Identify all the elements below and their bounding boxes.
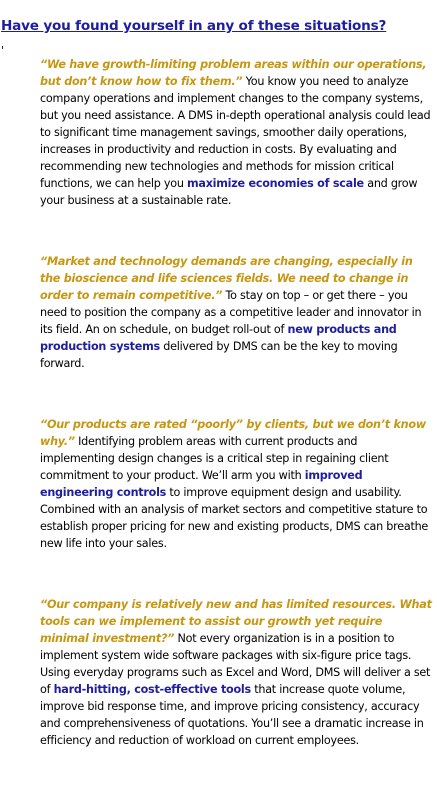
situations-list (40, 56, 434, 793)
situation-block (40, 56, 434, 209)
situation-quote: “We have growth-limiting problem areas within our operations, but don’t know how to fix them.” (40, 58, 427, 88)
situation-text: Identifying problem areas with current products and implementing design changes is a critical step in regaining client commitment to your product. We’ll arm you with (40, 435, 389, 482)
situation-text-end: delivered by DMS can be the key to moving forward. (40, 340, 398, 370)
situation-text: You know you need to analyze company operations and implement changes to the company systems, but you need assistance. A DMS in-depth operational analysis could lead to significant time management savings, smoother daily operations, increases in productivity and reduction in costs. By evaluating and recommending new technologies and methods for mission critical functions, we can help you (40, 75, 431, 190)
situation-text-end: and grow your business at a sustainable rate. (40, 177, 418, 207)
situation-text-end: to improve equipment design and usability. Combined with an analysis of market sectors and competitive stature to establish proper pricing for new and existing products, DMS can breathe new life into your sales. (40, 486, 429, 550)
situation-block (40, 596, 434, 749)
situation-highlight: maximize economies of scale (187, 177, 364, 190)
situation-block (40, 416, 434, 552)
situation-highlight: hard-hitting, cost-effective tools (53, 683, 251, 696)
marker-tick (2, 46, 3, 49)
situation-highlight: improved engineering controls (40, 469, 363, 499)
situation-block (40, 253, 434, 372)
situation-text: To stay on top – or get there – you need to position the company as a competitive leader and innovator in its field. An on schedule, on budget roll-out of (40, 289, 422, 336)
situation-highlight: new products and production systems (40, 323, 397, 353)
situation-text: Not every organization is in a position to implement system wide software packages with six-figure price tags. Using everyday programs such as Excel and Word, DMS will deliver a set of (40, 632, 431, 696)
situation-text-end: that increase quote volume, improve bid response time, and improve pricing consistency, accuracy and comprehensiveness of quotations. You’ll see a dramatic increase in efficiency and reduction of workload on current employees. (40, 683, 424, 747)
situation-quote: “Our products are rated “poorly” by clients, but we don’t know why.” (40, 418, 426, 448)
situation-quote: “Market and technology demands are changing, especially in the bioscience and life sciences fields. We need to change in order to remain competitive.” (40, 255, 413, 302)
situation-quote: “Our company is relatively new and has limited resources. What tools can we implement to assist our growth yet require minimal investment?” (40, 598, 432, 645)
page-heading: Have you found yourself in any of these situations? (1, 18, 387, 34)
